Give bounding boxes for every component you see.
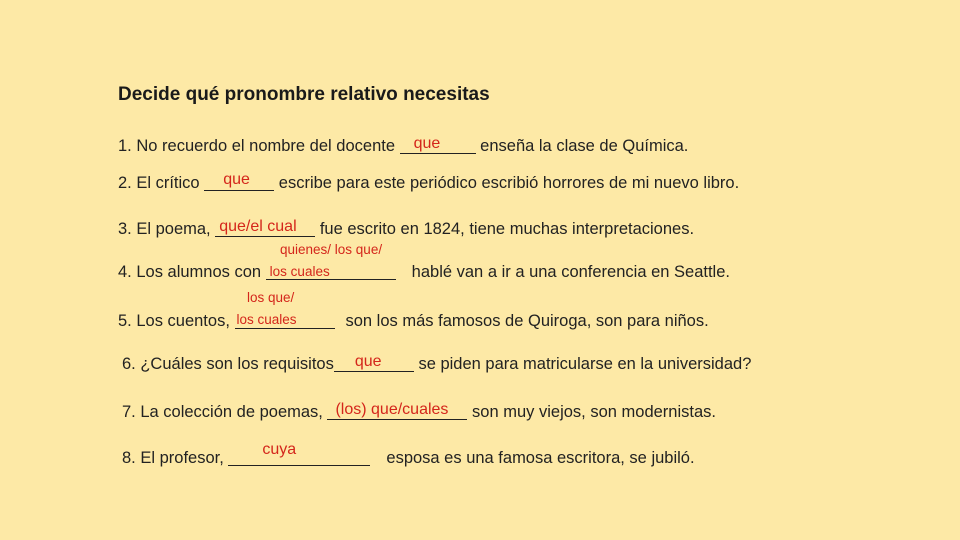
answer-text-top: los que/ (247, 290, 295, 305)
exercise-line-4 (118, 261, 730, 282)
line-text-after: enseña la clase de Química. (475, 137, 689, 155)
line-text-after: esposa es una famosa escritora, se jubiló. (386, 449, 695, 467)
line-text-after: escribe para este periódico escribió horrores de mi nuevo libro. (274, 174, 740, 192)
line-text-after: son muy viejos, son modernistas. (467, 403, 716, 421)
answer-text-top: quienes/ los que/ (280, 242, 383, 257)
line-text-before: 4. Los alumnos con (118, 263, 266, 281)
line-text-after: fue escrito en 1824, tiene muchas interpretaciones. (315, 220, 695, 238)
exercise-line-5 (118, 310, 709, 331)
exercise-line-2 (118, 172, 739, 193)
line-text-before: 3. El poema, (118, 220, 216, 238)
answer-text: que/el cual (219, 218, 297, 235)
exercise-line-3 (118, 218, 694, 239)
answer-blank[interactable] (235, 310, 335, 329)
line-text-before: 5. Los cuentos, (118, 312, 235, 330)
exercise-line-8 (122, 441, 695, 468)
answer-blank[interactable] (266, 261, 396, 280)
worksheet-title: Decide qué pronombre relativo necesitas (118, 84, 490, 105)
exercise-line-7 (122, 401, 716, 422)
line-text-before: 6. ¿Cuáles son los requisitos (122, 355, 334, 373)
answer-blank[interactable] (334, 353, 414, 372)
line-text-before: 7. La colección de poemas, (122, 403, 328, 421)
answer-blank[interactable] (327, 401, 467, 420)
answer-text: los cuales (269, 264, 330, 279)
answer-blank[interactable] (204, 172, 274, 191)
answer-text: (los) que/cuales (335, 401, 449, 418)
answer-text: que (354, 353, 382, 370)
answer-blank[interactable] (400, 135, 476, 154)
answer-blank[interactable] (215, 218, 315, 237)
answer-text: cuya (262, 441, 297, 458)
line-text-after: hablé van a ir a una conferencia en Seattle. (411, 263, 730, 281)
answer-text: que (413, 135, 441, 152)
line-text-after: se piden para matricularse en la universidad? (413, 355, 752, 373)
exercise-line-1 (118, 135, 688, 156)
exercise-line-6 (122, 353, 751, 374)
line-text-after: son los más famosos de Quiroga, son para niños. (345, 312, 709, 330)
line-text-before: 1. No recuerdo el nombre del docente (118, 137, 400, 155)
line-text-before: 2. El crítico (118, 174, 205, 192)
answer-text: los cuales (236, 312, 297, 327)
answer-text: que (223, 171, 250, 188)
answer-blank[interactable] (228, 441, 370, 466)
line-text-before: 8. El profesor, (122, 449, 229, 467)
